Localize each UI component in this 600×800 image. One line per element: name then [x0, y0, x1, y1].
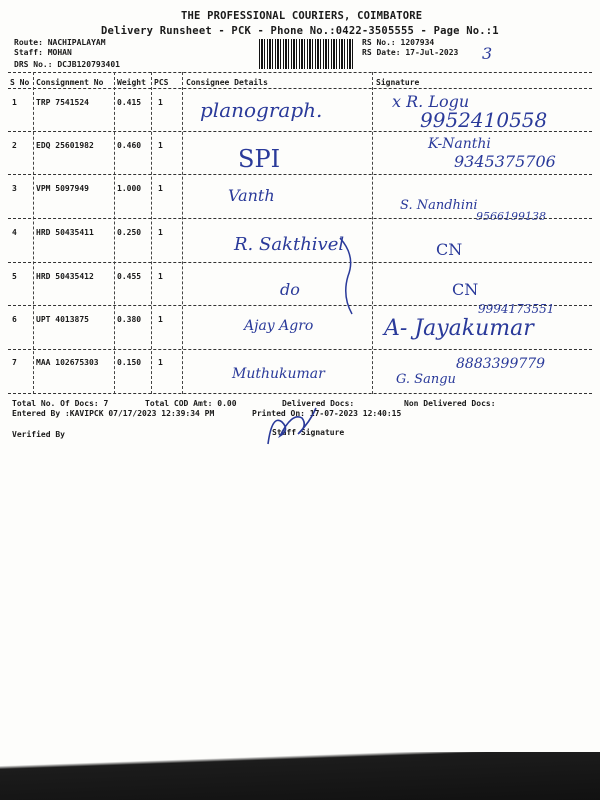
- company-name: THE PROFESSIONAL COURIERS, COIMBATORE: [181, 10, 423, 22]
- total-cod: Total COD Amt: 0.00: [145, 399, 237, 408]
- row-signature: CN: [436, 240, 463, 259]
- row-signature: G. Sangu: [396, 372, 456, 387]
- row-divider: [8, 218, 592, 219]
- row-sno: 3: [12, 184, 17, 193]
- row-consignee-handwritten: Muthukumar: [232, 366, 325, 382]
- row-consignee-handwritten: Ajay Agro: [244, 318, 314, 334]
- row-signature-phone: 8883399779: [456, 356, 546, 372]
- row-consignee-handwritten: R. Sakthivel: [234, 234, 345, 255]
- table-bottom-border: [8, 393, 592, 394]
- col-header-sno: S No: [10, 78, 30, 87]
- row-consignment: MAA 102675303: [36, 358, 99, 367]
- row-pcs: 1: [158, 315, 163, 324]
- row-divider: [8, 262, 592, 263]
- row-consignee-handwritten: planograph.: [200, 98, 323, 122]
- row-weight: 0.250: [117, 228, 142, 237]
- row-consignment: HRD 50435412: [36, 272, 94, 281]
- staff-signature-label: Staff Signature: [272, 428, 345, 437]
- row-weight: 0.415: [117, 98, 142, 107]
- row-signature: x R. Logu: [392, 92, 470, 111]
- col-sep: [114, 72, 115, 394]
- row-pcs: 1: [158, 228, 163, 237]
- row-divider: [8, 131, 592, 132]
- staff: Staff: MOHAN: [14, 48, 72, 57]
- row-signature-phone: 9952410558: [420, 108, 548, 132]
- row-pcs: 1: [158, 98, 163, 107]
- row-signature: S. Nandhini: [400, 198, 478, 213]
- row-sno: 5: [12, 272, 17, 281]
- row-consignment: VPM 5097949: [36, 184, 89, 193]
- row-pcs: 1: [158, 358, 163, 367]
- row-pcs: 1: [158, 184, 163, 193]
- row-signature: K-Nanthi: [428, 136, 491, 152]
- route: Route: NACHIPALAYAM: [14, 38, 106, 47]
- col-sep: [151, 72, 152, 394]
- row-divider: [8, 349, 592, 350]
- row-consignment: HRD 50435411: [36, 228, 94, 237]
- scan-edge: [0, 752, 600, 800]
- table-top-border: [8, 72, 592, 73]
- bracket-mark: [336, 236, 360, 316]
- row-consignee-handwritten: do: [280, 280, 300, 299]
- rs-date: RS Date: 17-Jul-2023: [362, 48, 459, 57]
- drs-number: DRS No.: DCJB120793401: [14, 60, 120, 69]
- printed-on: Printed On: 17-07-2023 12:40:15: [252, 409, 402, 418]
- row-signature: A- Jayakumar: [384, 316, 534, 341]
- row-sno: 2: [12, 141, 17, 150]
- verified-by: Verified By: [12, 430, 65, 439]
- row-weight: 1.000: [117, 184, 142, 193]
- row-weight: 0.380: [117, 315, 142, 324]
- row-consignment: EDQ 25601982: [36, 141, 94, 150]
- col-sep: [33, 72, 34, 394]
- entered-by: Entered By :KAVIPCK 07/17/2023 12:39:34 PM: [12, 409, 215, 418]
- non-delivered-docs: Non Delivered Docs:: [404, 399, 496, 408]
- barcode: [259, 39, 355, 69]
- row-consignee-handwritten: Vanth: [228, 186, 275, 205]
- row-signature-phone: 9345375706: [454, 152, 556, 171]
- rs-number: RS No.: 1207934: [362, 38, 435, 47]
- row-sno: 7: [12, 358, 17, 367]
- row-pcs: 1: [158, 272, 163, 281]
- col-sep: [182, 72, 183, 394]
- col-sep: [372, 72, 373, 394]
- staff-signature-scribble: [262, 404, 322, 450]
- row-consignee-handwritten: SPI: [238, 145, 281, 173]
- runsheet-title: Delivery Runsheet - PCK - Phone No.:0422-3505555 - Page No.:1: [101, 25, 499, 37]
- row-consignment: UPT 4013875: [36, 315, 89, 324]
- total-docs: Total No. Of Docs: 7: [12, 399, 109, 408]
- row-weight: 0.150: [117, 358, 142, 367]
- col-header-pcs: PCS: [154, 78, 169, 87]
- row-sno: 1: [12, 98, 17, 107]
- col-header-signature: Signature: [376, 78, 420, 87]
- delivered-docs: Delivered Docs:: [282, 399, 355, 408]
- table-header-border: [8, 88, 592, 89]
- row-consignment: TRP 7541524: [36, 98, 89, 107]
- row-weight: 0.455: [117, 272, 142, 281]
- row-divider: [8, 174, 592, 175]
- col-header-consignee: Consignee Details: [186, 78, 268, 87]
- row-weight: 0.460: [117, 141, 142, 150]
- row-pcs: 1: [158, 141, 163, 150]
- row-sno: 6: [12, 315, 17, 324]
- row-signature-phone: 9566199138: [476, 210, 546, 223]
- row-signature-phone: 9994173551: [478, 302, 555, 316]
- col-header-weight: Weight: [117, 78, 146, 87]
- col-header-consignment: Consignment No: [36, 78, 104, 87]
- handwritten-page-mark: 3: [482, 44, 493, 63]
- row-sno: 4: [12, 228, 17, 237]
- row-signature: CN: [452, 280, 479, 299]
